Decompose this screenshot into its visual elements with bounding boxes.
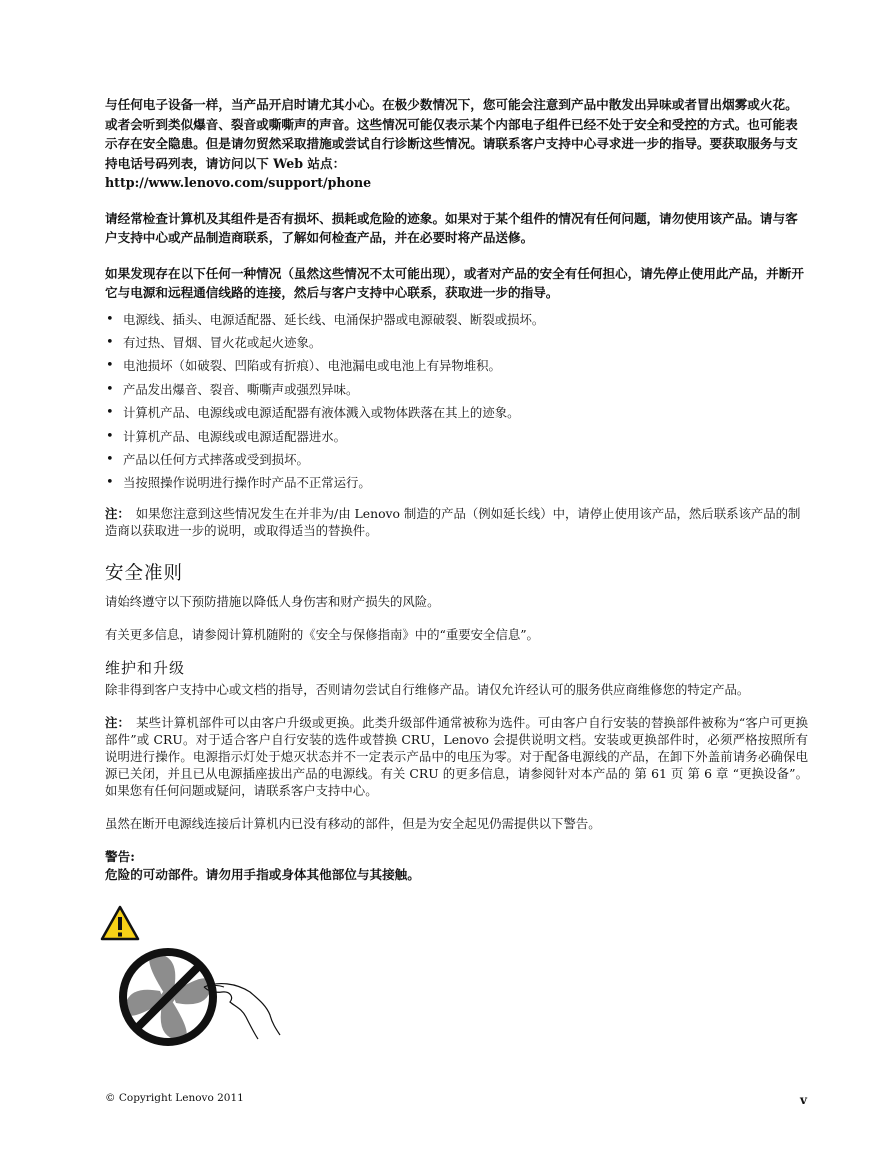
list-item: • 产品以任何方式摔落或受到损坏。 (105, 448, 808, 471)
safety-paragraph-2: 有关更多信息，请参阅计算机随附的《安全与保修指南》中的“重要安全信息”。 (105, 626, 539, 642)
copyright-notice: © Copyright Lenovo 2011 (105, 1092, 244, 1104)
intro-paragraph-1: 与任何电子设备一样，当产品开启时请尤其小心。在极少数情况下，您可能会注意到产品中散发出异味或者冒出烟雾或火花。或者会听到类似爆音、裂音或嘶嘶声的声音。这些情况可能仅表示某个内部电子组件已经不处于安全和受控的方式。也可能表示存在安全隐患。但是请勿贸然采取措施或尝试自行诊断这些情况。请联系客户支持中心寻求进一步的指导。要获取服务与支持电话号码列表，请访问以下 Web 站点： (105, 97, 798, 171)
section-heading-safety: 安全准则 (105, 562, 184, 584)
list-item: • 电源线、插头、电源适配器、延长线、电涌保护器或电源破裂、断裂或损坏。 (105, 308, 808, 331)
warning-triangle-icon (100, 905, 140, 941)
no-touch-fan-icon (118, 947, 293, 1047)
list-item: • 计算机产品、电源线或电源适配器有液体溅入或物体跌落在其上的迹象。 (105, 401, 808, 424)
support-url[interactable]: http://www.lenovo.com/support/phone (105, 175, 372, 190)
warning-label: 警告: (105, 848, 135, 864)
list-item: • 当按照操作说明进行操作时产品不正常运行。 (105, 471, 808, 494)
list-item: • 有过热、冒烟、冒火花或起火迹象。 (105, 331, 808, 354)
document-body (105, 95, 808, 884)
maintenance-paragraph-2: 虽然在断开电源线连接后计算机内已没有移动的部件，但是为安全起见仍需提供以下警告。 (105, 815, 601, 831)
note-label: 注： (105, 714, 131, 730)
note-text: 某些计算机部件可以由客户升级或更换。此类升级部件通常被称为选件。可由客户自行安装的替换部件被称为“客户可更换部件”或 CRU。对于适合客户自行安装的选件或替换 CRU，Lenovo 会提供说明文档。安装或更换部件时，必须严格按照所有说明进行操作。电源指示灯处于熄灭状态并不一定表示产品中的电压为零。对于配备电源线的产品，在卸下外盖前请务必确保电源已关闭，并且已从电源插座拔出产品的电源线。有关 CRU 的更多信息，请参阅针对本产品的 第 61 页 第 6 章 “更换设备”。如果您有任何问题或疑问，请联系客户支持中心。 (105, 714, 809, 798)
section-heading-maintenance: 维护和升级 (105, 658, 186, 677)
page-number: v (800, 1093, 807, 1107)
note-text: 如果您注意到这些情况发生在并非为/由 Lenovo 制造的产品（例如延长线）中，请停止使用该产品，然后联系该产品的制造商以获取进一步的说明，或取得适当的替换件。 (105, 505, 801, 538)
maintenance-note (105, 714, 808, 799)
maintenance-paragraph-1: 除非得到客户支持中心或文档的指导，否则请勿尝试自行维修产品。请仅允许经认可的服务供应商维修您的特定产品。 (105, 681, 750, 697)
hazard-list (105, 308, 808, 495)
note-paragraph (105, 505, 808, 539)
intro-paragraph-2: 请经常检查计算机及其组件是否有损坏、损耗或危险的迹象。如果对于某个组件的情况有任何问题，请勿使用该产品。请与客户支持中心或产品制造商联系，了解如何检查产品，并在必要时将产品送修。 (105, 210, 798, 245)
list-item: • 电池损坏（如破裂、凹陷或有折痕）、电池漏电或电池上有异物堆积。 (105, 354, 808, 377)
safety-paragraph-1: 请始终遵守以下预防措施以降低人身伤害和财产损失的风险。 (105, 593, 440, 609)
warning-graphics (100, 905, 280, 1055)
warning-text: 危险的可动部件。请勿用手指或身体其他部位与其接触。 (105, 866, 420, 882)
list-item: • 计算机产品、电源线或电源适配器进水。 (105, 425, 808, 448)
note-label: 注： (105, 505, 130, 521)
intro-paragraph-3: 如果发现存在以下任何一种情况（虽然这些情况不太可能出现），或者对产品的安全有任何担心，请先停止使用此产品，并断开它与电源和远程通信线路的连接，然后与客户支持中心联系，获取进一步的指导。 (105, 265, 804, 300)
list-item: • 产品发出爆音、裂音、嘶嘶声或强烈异味。 (105, 378, 808, 401)
